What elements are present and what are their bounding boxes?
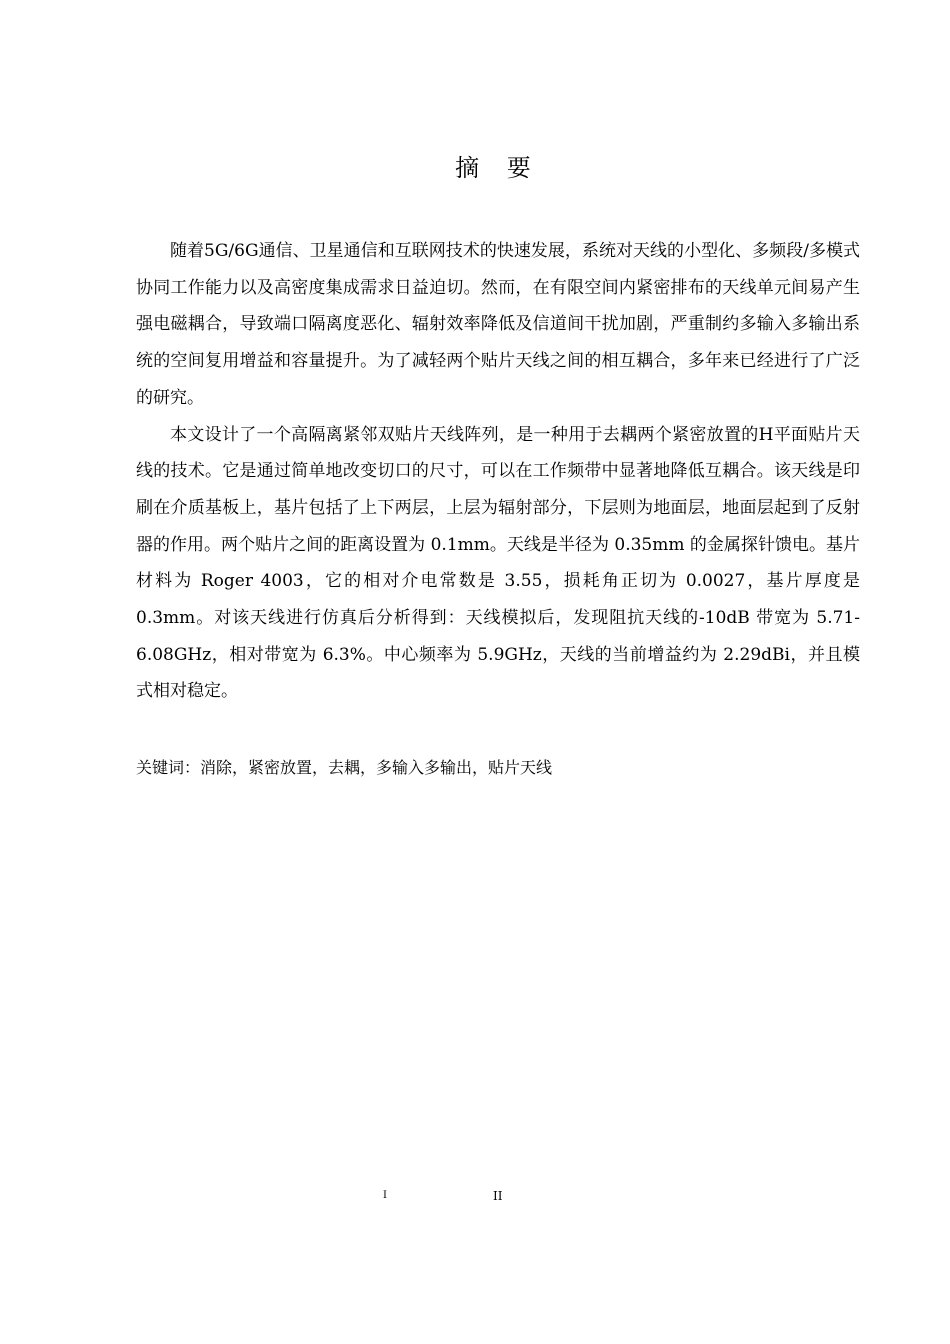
keywords-label: 关键词： [136, 758, 201, 777]
abstract-body [136, 233, 860, 710]
keywords-line [136, 755, 860, 781]
footer-left-mark: I [383, 1190, 387, 1201]
page-number: II [493, 1189, 503, 1203]
abstract-paragraph-1: 随着5G/6G通信、卫星通信和互联网技术的快速发展，系统对天线的小型化、多频段/多模式协同工作能力以及高密度集成需求日益迫切。然而，在有限空间内紧密排布的天线单元间易产生强电磁耦合，导致端口隔离度恶化、辐射效率降低及信道间干扰加剧，严重制约多输入多输出系统的空间复用增益和容量提升。为了减轻两个贴片天线之间的相互耦合，多年来已经进行了广泛的研究。 [136, 241, 860, 408]
abstract-paragraph-2: 本文设计了一个高隔离紧邻双贴片天线阵列，是一种用于去耦两个紧密放置的H平面贴片天线的技术。它是通过简单地改变切口的尺寸，可以在工作频带中显著地降低互耦合。该天线是印刷在介质基板上，基片包括了上下两层，上层为辐射部分，下层则为地面层，地面层起到了反射器的作用。两个贴片之间的距离设置为 0.1mm。天线是半径为 0.35mm 的金属探针馈电。基片材料为 Roger 4003，它的相对介电常数是 3.55，损耗角正切为 0.0027，基片厚度是 0.3mm。对该天线进行仿真后分析得到：天线模拟后，发现阻抗天线的-10dB 带宽为 5.71-6.08GHz，相对带宽为 6.3%。中心频率为 5.9GHz，天线的当前增益约为 2.29dBi，并且模式相对稳定。 [136, 424, 860, 702]
abstract-title: 摘 要 [455, 154, 541, 182]
keywords-text: 消除，紧密放置，去耦，多输入多输出，贴片天线 [200, 758, 553, 777]
